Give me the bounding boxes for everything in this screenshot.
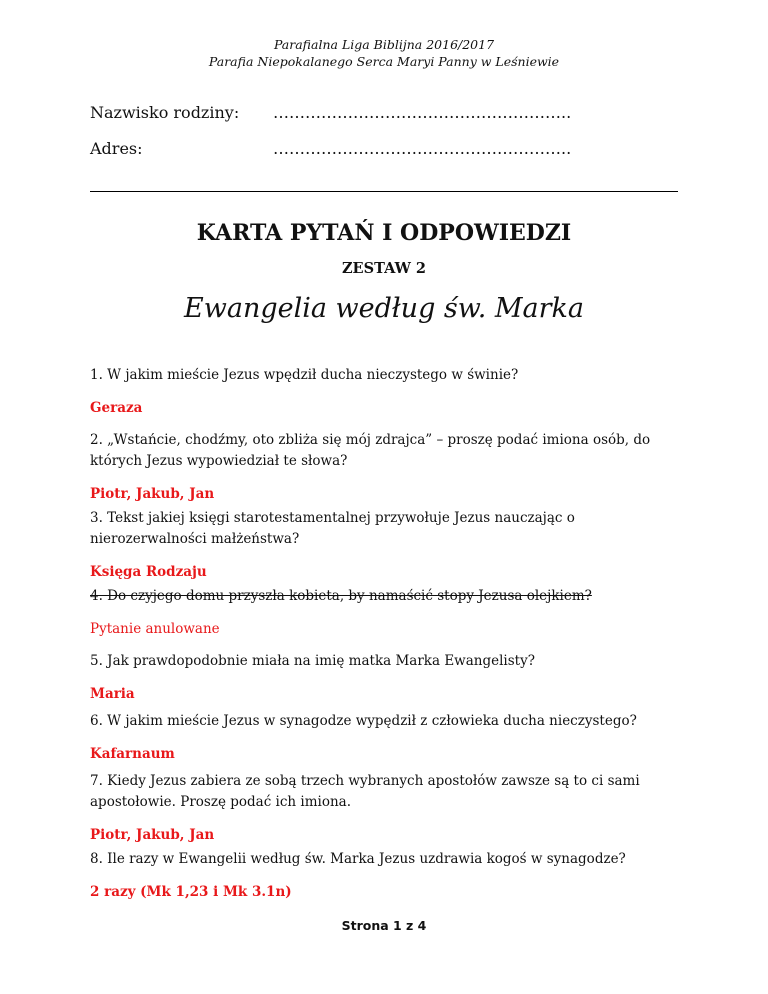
header-parish: Parafia Niepokalanego Serca Maryi Panny w Leśniewie [208, 54, 560, 69]
answer-7: Piotr, Jakub, Jan [90, 827, 215, 843]
document-header [0, 36, 768, 70]
answer-8: 2 razy (Mk 1,23 i Mk 3.1n) [90, 884, 292, 900]
gospel-heading: Ewangelia według św. Marka [184, 293, 584, 324]
qa-item-3 [90, 508, 680, 583]
question-7: 7. Kiedy Jezus zabiera ze sobą trzech wybranych apostołów zawsze są to ci sami apostołowie. Proszę podać ich imiona. [90, 773, 640, 810]
qa-item-2 [90, 430, 680, 505]
set-number: ZESTAW 2 [341, 260, 427, 277]
question-5: 5. Jak prawdopodobnie miała na imię matka Marka Ewangelisty? [90, 653, 535, 669]
qa-item-7 [90, 771, 680, 846]
family-name-field [90, 103, 571, 122]
answer-4-cancelled-note: Pytanie anulowane [90, 621, 220, 637]
question-2: 2. „Wstańcie, chodźmy, oto zbliża się mój zdrajca” – proszę podać imiona osób, do których Jezus wypowiedział te słowa? [90, 432, 651, 469]
qa-item-1 [90, 365, 680, 419]
address-field [90, 139, 571, 158]
qa-item-8 [90, 849, 680, 903]
family-name-blank: ……………………………………………….. [273, 103, 572, 122]
question-6: 6. W jakim mieście Jezus w synagodze wypędził z człowieka ducha nieczystego? [90, 713, 637, 729]
family-name-label: Nazwisko rodziny: [90, 103, 240, 122]
question-1: 1. W jakim mieście Jezus wpędził ducha nieczystego w świnie? [90, 367, 519, 383]
answer-3: Księga Rodzaju [90, 564, 207, 580]
question-8: 8. Ile razy w Ewangelii według św. Marka Jezus uzdrawia kogoś w synagodze? [90, 851, 626, 867]
page-title: KARTA PYTAŃ I ODPOWIEDZI [196, 220, 572, 246]
answer-6: Kafarnaum [90, 746, 175, 762]
qa-item-6 [90, 711, 680, 765]
address-label: Adres: [90, 139, 143, 158]
question-3: 3. Tekst jakiej księgi starotestamentalnej przywołuje Jezus nauczając o nierozerwalności małżeństwa? [90, 510, 575, 547]
page-number: Strona 1 z 4 [341, 918, 427, 933]
answer-1: Geraza [90, 400, 143, 416]
address-blank: ……………………………………………….. [273, 139, 572, 158]
header-league: Parafialna Liga Biblijna 2016/2017 [273, 37, 495, 52]
question-4-cancelled: 4. Do czyjego domu przyszła kobieta, by namaścić stopy Jezusa olejkiem? [90, 588, 592, 604]
answer-2: Piotr, Jakub, Jan [90, 486, 215, 502]
divider-line [90, 191, 678, 192]
qa-item-4 [90, 586, 680, 640]
answer-5: Maria [90, 686, 135, 702]
qa-item-5 [90, 651, 680, 705]
